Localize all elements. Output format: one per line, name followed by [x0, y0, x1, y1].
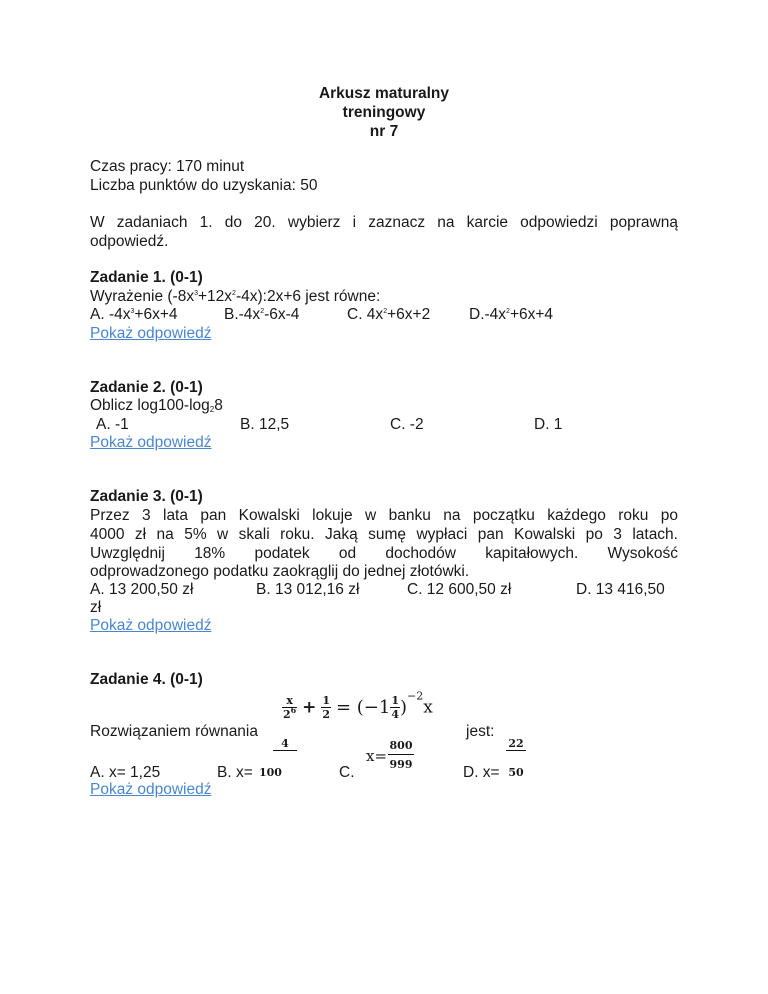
task-4-option-c: C.	[339, 764, 355, 781]
task-1-show-answer-link[interactable]: Pokaż odpowiedź	[90, 325, 212, 342]
task-2-question: Oblicz $\log 100-\log_28$	[90, 397, 223, 414]
task-4-option-a: A. x= 1,25	[90, 764, 161, 781]
task-2-option-c: C. -2	[390, 416, 424, 433]
equation-fraction-x-over-2-pow-6: $\frac{x}{2^6}$	[283, 694, 297, 721]
task-4-question: Rozwiązaniem równania	[90, 723, 258, 740]
task-1-option-c: C. $4x^2+6x+2$	[347, 306, 431, 323]
instruction-line-2: odpowiedź.	[90, 233, 169, 250]
document-title	[90, 84, 678, 141]
task-2-option-a: A. -1	[96, 416, 129, 433]
task-1-option-b: $B.-4x^2-6x-4$	[224, 306, 300, 323]
task-2-header: Zadanie 2. (0-1)	[90, 379, 203, 396]
task-3-header: Zadanie 3. (0-1)	[90, 488, 203, 505]
task-3-text-line-4: odprowadzonego podatku zaokrąglij do jednej złotówki.	[90, 563, 470, 580]
task-4-question-end: jest:	[466, 723, 495, 740]
task-4-show-answer-link[interactable]: Pokaż odpowiedź	[90, 781, 212, 798]
task-3-show-answer-link[interactable]: Pokaż odpowiedź	[90, 617, 212, 634]
task-3-option-a: A. 13 200,50 zł	[90, 581, 194, 598]
exam-time: Czas pracy: 170 minut	[90, 158, 245, 175]
task-3-option-b: B. 13 012,16 zł	[256, 581, 360, 598]
task-3-text-line-1: Przez 3 lata pan Kowalski lokuje w banku na początku każdego roku po	[90, 507, 678, 524]
task-3-text-line-2: 4000 zł na 5% w skali roku. Jaką sumę wypłaci pan Kowalski po 3 latach.	[90, 526, 678, 543]
task-4-equation: $\frac{x}{2^6}$ + $\frac{1}{2}$ = (−1 $\frac{1}{4}$ )$^{-2}$x	[283, 689, 433, 721]
task-4-option-b: B. x= 4 100	[217, 763, 253, 782]
title-line-3: nr 7	[369, 123, 399, 140]
task-3-option-d: D. 13 416,50	[576, 581, 665, 598]
instruction-line-1: W zadaniach 1. do 20. wybierz i zaznacz na karcie odpowiedzi poprawną	[90, 214, 678, 231]
task-1-header: Zadanie 1. (0-1)	[90, 269, 203, 286]
task-2-option-d: D. 1	[534, 416, 563, 433]
exam-points: Liczba punktów do uzyskania: 50	[90, 177, 318, 194]
task-1-option-a: A. $-4x^3+6x+4$	[90, 306, 178, 323]
task-1-option-d: $D.-4x^2+6x+4$	[469, 306, 554, 323]
title-line-1: Arkusz maturalny	[318, 85, 450, 102]
task-2-option-b: B. 12,5	[240, 416, 290, 433]
task-3-text-line-3: Uwzględnij 18% podatek od dochodów kapitałowych. Wysokość	[90, 545, 678, 562]
equation-fraction-one-half: $\frac{1}{2}$	[322, 694, 331, 721]
task-3-option-c: C. 12 600,50 zł	[407, 581, 512, 598]
title-line-2: treningowy	[342, 104, 426, 121]
task-3-option-d-continued: zł	[90, 599, 102, 616]
task-4-header: Zadanie 4. (0-1)	[90, 671, 203, 688]
task-2-show-answer-link[interactable]: Pokaż odpowiedź	[90, 434, 212, 451]
task-4-option-d: D. x= 22 50	[463, 763, 500, 782]
task-1-question: Wyrażenie $(-8x^3+12x^2-4x):2x+6$ jest równe:	[90, 288, 381, 305]
equation-fraction-one-quarter: $\frac{1}{4}$	[391, 694, 399, 721]
